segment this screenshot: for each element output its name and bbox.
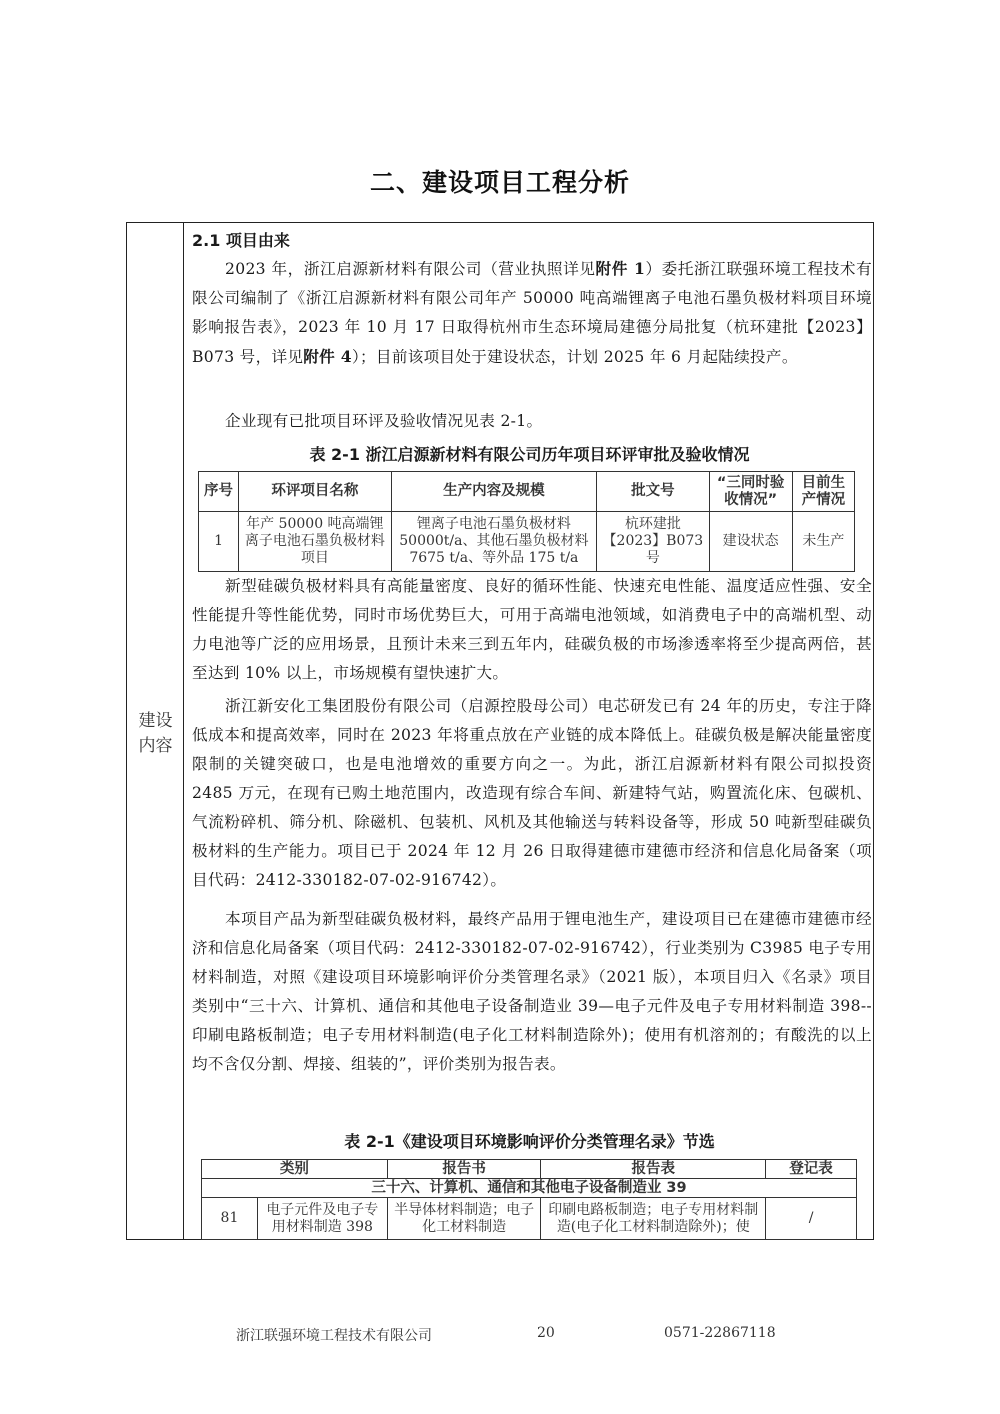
row-label: [127, 709, 184, 759]
content-cell: [184, 223, 873, 1239]
col-header-report-book: 报告书: [387, 1160, 541, 1179]
content-frame: [126, 222, 874, 1240]
attachment-1-ref: 附件 1: [595, 259, 646, 278]
attachment-4-ref: 附件 4: [303, 347, 352, 366]
classification-table: [201, 1159, 857, 1240]
col-header-report-form: 报告表: [541, 1160, 766, 1179]
paragraph-origin: [192, 254, 872, 372]
p1-text-a: 2023 年，浙江启源新材料有限公司（营业执照详见: [225, 260, 596, 278]
footer-phone: 0571-22867118: [664, 1325, 776, 1341]
table1-caption: 表 2-1 浙江启源新材料有限公司历年项目环评审批及验收情况: [309, 445, 750, 464]
col-header-approval-no: 批文号: [597, 472, 709, 512]
cell-project-name: 年产 50000 吨高端锂离子电池石墨负极材料项目: [239, 512, 391, 572]
cell-index: 1: [199, 512, 239, 572]
group-row: 三十六、计算机、通信和其他电子设备制造业 39: [202, 1179, 857, 1198]
col-header-production: 生产内容及规模: [391, 472, 597, 512]
table-row: [199, 512, 855, 572]
section-heading: 2.1 项目由来: [192, 231, 290, 250]
col-header-category: 类别: [202, 1160, 388, 1179]
col-header-status: 目前生产情况: [792, 472, 854, 512]
table-row: [202, 1198, 857, 1240]
cell-production: 锂离子电池石墨负极材料 50000t/a、其他石墨负极材料 7675 t/a、等外品 175 t/a: [391, 512, 597, 572]
cell-category: 电子元件及电子专用材料制造 398: [257, 1198, 387, 1240]
paragraph-table-ref: 企业现有已批项目环评及验收情况见表 2-1。: [225, 412, 543, 430]
cell-registration: /: [766, 1198, 857, 1240]
cell-report-form: 印刷电路板制造；电子专用材料制造(电子化工材料制造除外)；使: [541, 1198, 766, 1240]
paragraph-classification: 本项目产品为新型硅碳负极材料，最终产品用于锂电池生产，建设项目已在建德市建德市经济和信息化局备案（项目代码：2412-330182-07-02-916742），行业类别为 C3985 电子专用材料制造，对照《建设项目环境影响评价分类管理名录》（2021 版），本项目归入《名录》项目类别中“三十六、计算机、通信和其他电子设备制造业 39—电子元件及电子专用材料制造 398--印刷电路板制造；电子专用材料制造(电子化工材料制造除外)；使用有机溶剂的；有酸洗的以上均不含仅分割、焊接、组装的”，评价类别为报告表。: [192, 910, 872, 1073]
page-title: 二、建设项目工程分析: [369, 168, 630, 197]
cell-approval-no: 杭环建批【2023】B073 号: [597, 512, 709, 572]
cell-number: 81: [202, 1198, 258, 1240]
footer-company: 浙江联强环境工程技术有限公司: [236, 1328, 432, 1344]
paragraph-investment: 浙江新安化工集团股份有限公司（启源控股母公司）电芯研发已有 24 年的历史，专注于降低成本和提高效率，同时在 2023 年将重点放在产业链的成本降低上。硅碳负极是解决能量密度限制的关键突破口，也是电池增效的重要方向之一。为此，浙江启源新材料有限公司拟投资 2485 万元，在现有已购土地范围内，改造现有综合车间、新建特气站，购置流化床、包碳机、气流粉碎机、筛分机、除磁机、包装机、风机及其他输送与转料设备等，形成 50 吨新型硅碳负极材料的生产能力。项目已于 2024 年 12 月 26 日取得建德市建德市经济和信息化局备案（项目代码：2412-330182-07-02-916742）。: [192, 697, 872, 889]
cell-acceptance: 建设状态: [709, 512, 792, 572]
col-header-registration: 登记表: [766, 1160, 857, 1179]
approval-table: [198, 471, 855, 572]
footer-page-number: 20: [537, 1325, 555, 1341]
row-label-column: [127, 223, 184, 1239]
row-label-text: 建设 内容: [138, 711, 173, 756]
p1-text-e: ）；目前该项目处于建设状态，计划 2025 年 6 月起陆续投产。: [351, 348, 798, 366]
col-header-project-name: 环评项目名称: [239, 472, 391, 512]
cell-report-book: 半导体材料制造；电子化工材料制造: [387, 1198, 541, 1240]
cell-status: 未生产: [792, 512, 854, 572]
paragraph-market: 新型硅碳负极材料具有高能量密度、良好的循环性能、快速充电性能、温度适应性强、安全性能提升等性能优势，同时市场优势巨大，可用于高端电池领域，如消费电子中的高端机型、动力电池等广泛的应用场景，且预计未来三到五年内，硅碳负极的市场渗透率将至少提高两倍，甚至达到 10% 以上，市场规模有望快速扩大。: [192, 577, 872, 682]
col-header-acceptance: “三同时验收情况”: [709, 472, 792, 512]
p1-text-c: ）委托浙江联强环境工程技术有限公司编制了《浙江启源新材料有限公司年产 50000 吨高端锂离子电池石墨负极材料项目环境影响报告表》，2023 年 10 月 17 日取得杭州市生态环境局建德分局批复（杭环建批【2023】B073 号，详见: [192, 260, 872, 366]
col-header-index: 序号: [199, 472, 239, 512]
table2-caption: 表 2-1《建设项目环境影响评价分类管理名录》节选: [344, 1132, 715, 1151]
